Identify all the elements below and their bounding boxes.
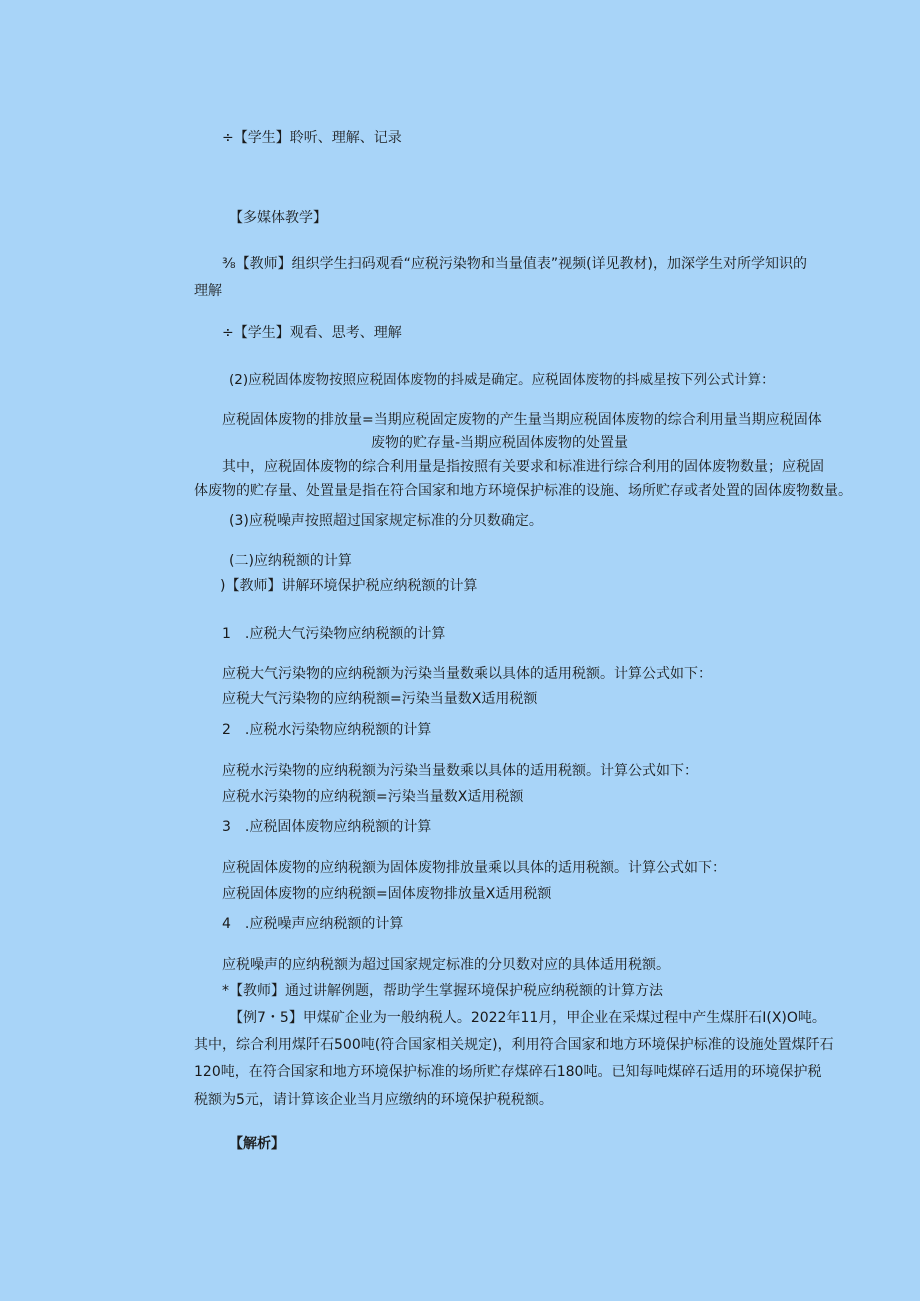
item-2-heading: 2 .应税水污染物应纳税额的计算 — [222, 722, 432, 738]
example-7-5-line4: 税额为5元，请计算该企业当月应缴纳的环境保护税税额。 — [194, 1092, 553, 1108]
section-heading-multimedia: 【多媒体教学】 — [229, 210, 327, 226]
item-3-formula: 应税固体废物的应纳税额=固体废物排放量X适用税额 — [222, 886, 552, 902]
item-2-formula: 应税水污染物的应纳税额=污染当量数X适用税额 — [222, 789, 524, 805]
item-4-heading: 4 .应税噪声应纳税额的计算 — [222, 916, 404, 932]
item-2-description: 应税水污染物的应纳税额为污染当量数乘以具体的适用税额。计算公式如下： — [222, 763, 698, 779]
solid-waste-formula-line1: 应税固体废物的排放量=当期应税固定废物的产生量当期应税固体废物的综合利用量当期应税固体 — [222, 412, 822, 428]
section-heading-tax-calculation: (二)应纳税额的计算 — [229, 553, 352, 569]
solid-waste-formula-line2: 废物的贮存量-当期应税固体废物的处置量 — [371, 435, 629, 451]
example-7-5-line3: 120吨，在符合国家和地方环境保护标准的场所贮存煤碎石180吨。已知每吨煤碎石适用的环境保护税 — [194, 1064, 822, 1080]
student-activity-listen: ÷【学生】聆听、理解、记录 — [222, 130, 402, 146]
example-7-5-line2: 其中，综合利用煤阡石500吨(符合国家相关规定)，利用符合国家和地方环境保护标准的设施处置煤阡石 — [194, 1037, 834, 1053]
item-1-heading: 1 .应税大气污染物应纳税额的计算 — [222, 626, 446, 642]
teacher-activity-example: *【教师】通过讲解例题，帮助学生掌握环境保护税应纳税额的计算方法 — [222, 983, 663, 999]
teacher-activity-video: ⅜【教师】组织学生扫码观看“应税污染物和当量值表”视频(详见教材)，加深学生对所学知识的 — [222, 256, 807, 272]
example-7-5-line1: 【例7・5】甲煤矿企业为一般纳税人。2022年11月，甲企业在采煤过程中产生煤肝石I(X)O吨。 — [229, 1010, 826, 1026]
teacher-activity-explain: )【教师】讲解环境保护税应纳税额的计算 — [220, 578, 478, 594]
student-activity-watch: ÷【学生】观看、思考、理解 — [222, 325, 402, 341]
solid-waste-definition-line2: 体废物的贮存量、处置量是指在符合国家和地方环境保护标准的设施、场所贮存或者处置的固体废物数量。 — [194, 483, 852, 499]
analysis-heading: 【解析】 — [229, 1136, 285, 1152]
item-3-heading: 3 .应税固体废物应纳税额的计算 — [222, 819, 432, 835]
teacher-activity-video-cont: 理解 — [194, 283, 222, 299]
solid-waste-definition-line1: 其中，应税固体废物的综合利用量是指按照有关要求和标准进行综合利用的固体废物数量；应税固 — [222, 459, 824, 475]
item-3-description: 应税固体废物的应纳税额为固体废物排放量乘以具体的适用税额。计算公式如下： — [222, 860, 726, 876]
solid-waste-rule: (2)应税固体废物按照应税固体废物的抖威是确定。应税固体废物的抖威星按下列公式计算： — [229, 372, 775, 388]
item-1-formula: 应税大气污染物的应纳税额=污染当量数X适用税额 — [222, 691, 538, 707]
item-4-description: 应税噪声的应纳税额为超过国家规定标准的分贝数对应的具体适用税额。 — [222, 957, 670, 973]
noise-rule: (3)应税噪声按照超过国家规定标准的分贝数确定。 — [229, 513, 543, 529]
item-1-description: 应税大气污染物的应纳税额为污染当量数乘以具体的适用税额。计算公式如下： — [222, 666, 712, 682]
